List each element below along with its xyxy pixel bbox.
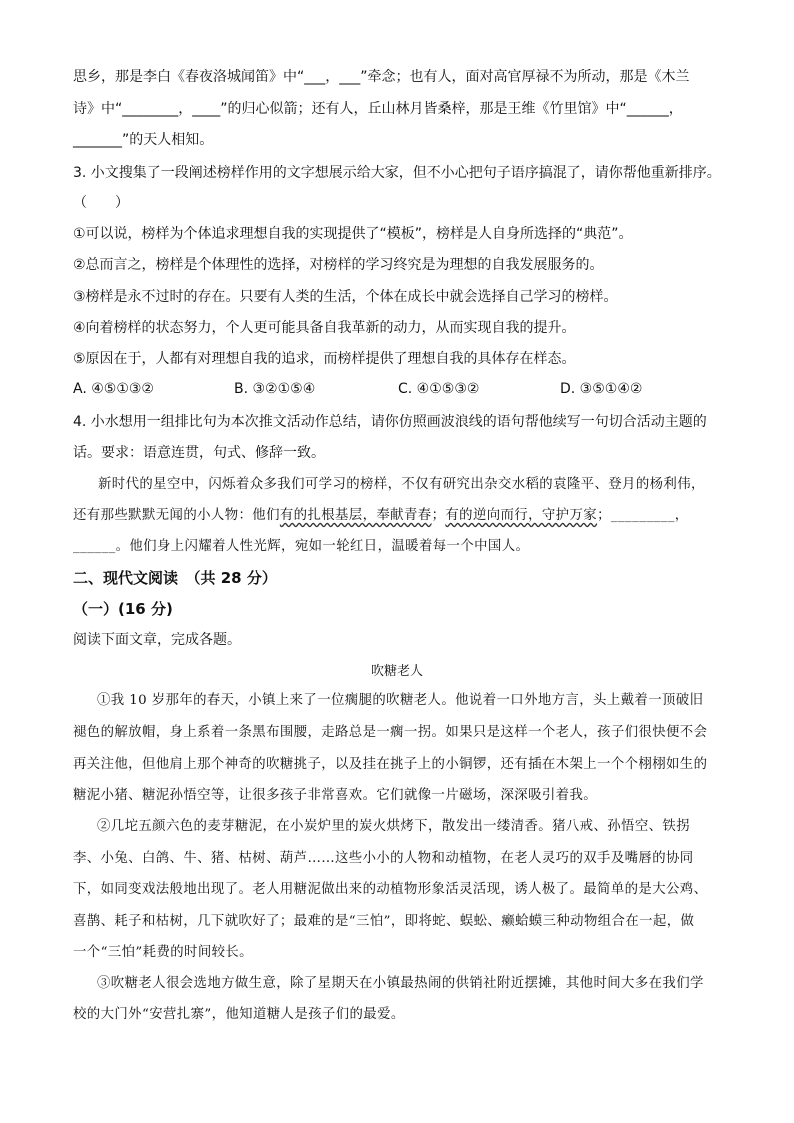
wavy-underline-2: 有的逆向而行，守护万家 — [445, 508, 598, 523]
option-b[interactable]: B. ③②①⑤④ — [234, 381, 316, 397]
question-4-stem: 4. 小水想用一组排比句为本次推文活动作总结，请你仿照画波浪线的语句帮他续写一句切合活动主题的 — [73, 414, 707, 430]
option-c[interactable]: C. ④①⑤③② — [398, 381, 480, 397]
answer-blank[interactable]: ；_________， — [597, 508, 689, 523]
instruction: 阅读下面文章，完成各题。 — [73, 632, 241, 648]
article-line: 再关注他，但他肩上那个神奇的吹糖挑子，以及挂在挑子上的小铜锣，还有插在木架上一个个栩栩如生的 — [73, 757, 708, 772]
article-line: 校的大门外“安营扎寨”，他知道糖人是孩子们的最爱。 — [73, 1007, 405, 1022]
article-line: 李、小兔、白鸽、牛、猪、枯树、葫芦……这些小小的人物和动植物，在老人灵巧的双手及嘴唇的协同 — [73, 851, 694, 866]
question-3-stem: 3. 小文搜集了一段阐述榜样作用的文字想展示给大家，但不小心把句子语序搞混了，请你帮他重新排序。 — [73, 165, 721, 181]
text-line: 诗》中“________，____”的归心似箭；还有人，丘山林月皆桑梓，那是王维《竹里馆》中“______， — [73, 101, 683, 117]
article-title: 吹糖老人 — [370, 664, 423, 679]
passage-line: 新时代的星空中，闪烁着众多我们可学习的榜样，不仅有研究出杂交水稻的袁隆平、登月的杨利伟， — [98, 477, 705, 492]
section-heading: 二、现代文阅读 （共 28 分） — [73, 569, 277, 587]
article-line: ③吹糖老人很会选地方做生意，除了星期天在小镇最热闹的供销社附近摆摊，其他时间大多在我们学 — [97, 976, 704, 991]
sentence-4: ④向着榜样的状态努力，个人更可能具备自我革新的动力，从而实现自我的提升。 — [73, 320, 576, 336]
text-line: _______”的天人相知。 — [73, 132, 214, 148]
sentence-3: ③榜样是永不过时的存在。只要有人类的生活，个体在成长中就会选择自己学习的榜样。 — [73, 289, 618, 305]
passage-line: ______。他们身上闪耀着人性光辉，宛如一轮红日，温暖着每一个中国人。 — [73, 539, 530, 554]
answer-paren: （ ） — [73, 195, 129, 211]
subsection-heading: （一）(16 分) — [73, 600, 173, 618]
article-line: 糖泥小猪、糖泥孙悟空等，让很多孩子非常喜欢。它们就像一片磁场，深深吸引着我。 — [73, 788, 598, 803]
article-line: ②几坨五颜六色的麦芽糖泥，在小炭炉里的炭火烘烤下，散发出一缕清香。猪八戒、孙悟空、铁拐 — [97, 819, 690, 834]
article-line: 一个“三怕”耗费的时间较长。 — [73, 945, 253, 960]
sentence-5: ⑤原因在于，人都有对理想自我的追求，而榜样提供了理想自我的具体存在样态。 — [73, 351, 576, 367]
wavy-underline-1: 有的扎根基层，奉献青春 — [279, 508, 432, 523]
option-d[interactable]: D. ③⑤①④② — [560, 381, 643, 397]
option-a[interactable]: A. ④⑤①③② — [73, 381, 154, 397]
question-4-requirement: 话。要求：语意连贯，句式、修辞一致。 — [73, 445, 325, 461]
article-line: 下，如同变戏法般地出现了。老人用糖泥做出来的动植物形象活灵活现，诱人极了。最简单的是大公鸡、 — [73, 882, 708, 897]
sentence-2: ②总而言之，榜样是个体理性的选择，对榜样的学习终究是为理想的自我发展服务的。 — [73, 257, 604, 273]
article-line: 喜鹊、耗子和枯树，几下就吹好了；最难的是“三怕”，即将蛇、蜈蚣、癞蛤蟆三种动物组合在一起，做 — [73, 914, 695, 929]
text-line: 思乡，那是李白《春夜洛城闻笛》中“___，___”牵念；也有人，面对高官厚禄不为所动，那是《木兰 — [73, 69, 690, 85]
sentence-1: ①可以说，榜样为个体追求理想自我的实现提供了“模板”，榜样是人自身所选择的“典范”。 — [73, 226, 633, 242]
article-line: 褪色的解放帽，身上系着一条黑布围腰，走路总是一瘸一拐。如果只是这样一个老人，孩子们很快便不会 — [73, 725, 708, 740]
passage-line-wavy: 还有那些默默无闻的小人物：他们有的扎根基层，奉献青春；有的逆向而行，守护万家；_________， — [73, 508, 689, 523]
article-line: ①我 10 岁那年的春天，小镇上来了一位瘸腿的吹糖老人。他说着一口外地方言，头上戴着一顶破旧 — [97, 693, 704, 708]
